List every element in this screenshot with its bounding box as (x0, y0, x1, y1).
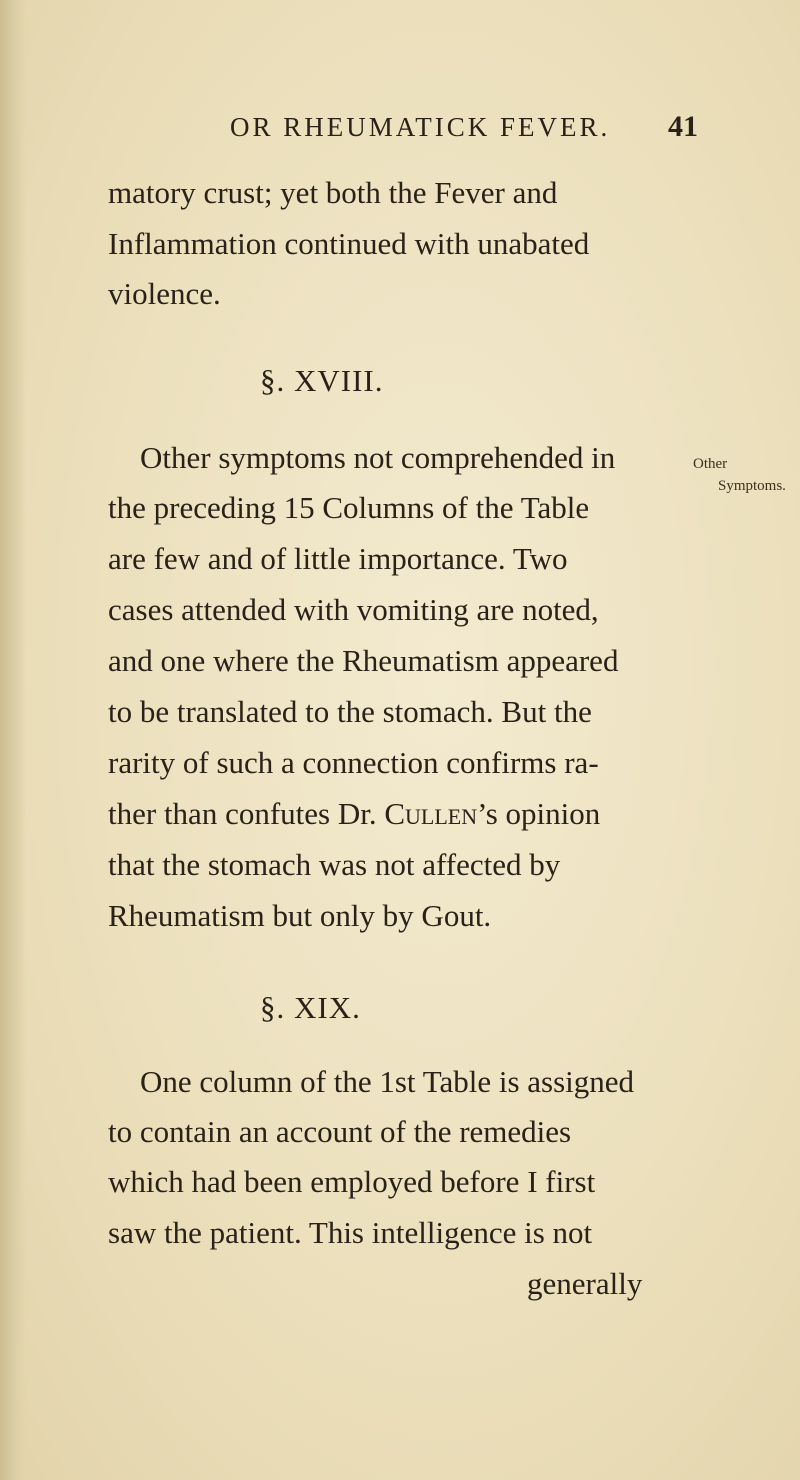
text-line: matory crust; yet both the Fever and (108, 175, 558, 210)
text-line: Other symptoms not comprehended in (140, 440, 616, 475)
author-name: Cullen (384, 796, 478, 831)
text-line: are few and of little importance. Two (108, 541, 568, 576)
running-head: OR RHEUMATICK FEVER. (230, 112, 611, 142)
text-line: that the stomach was not affected by (108, 847, 561, 882)
text-line: rarity of such a connection confirms ra- (108, 745, 599, 780)
text-line: and one where the Rheumatism appeared (108, 643, 619, 678)
page-gutter-shadow (0, 0, 26, 1480)
margin-note-line1: Other (693, 456, 728, 472)
margin-note-line2: Symptoms. (718, 478, 786, 494)
text-line: to be translated to the stomach. But the (108, 694, 592, 729)
text-line: Inflammation continued with unabated (108, 226, 590, 261)
section-heading-xviii: §. XVIII. (260, 363, 384, 398)
text-fragment: ’s opinion (477, 796, 601, 831)
text-line: Rheumatism but only by Gout. (108, 898, 492, 933)
section-heading-xix: §. XIX. (260, 990, 361, 1025)
page-header (0, 112, 800, 152)
text-line: One column of the 1st Table is assigned (140, 1064, 635, 1099)
text-line: the preceding 15 Columns of the Table (108, 490, 590, 525)
text-line: to contain an account of the remedies (108, 1114, 572, 1149)
text-line: cases attended with vomiting are noted, (108, 592, 599, 627)
text-line: which had been employed before I first (108, 1164, 596, 1199)
text-line: saw the patient. This intelligence is not (108, 1215, 593, 1250)
text-line-cullen (108, 796, 600, 832)
text-line: violence. (108, 276, 221, 311)
catchword: generally (527, 1266, 643, 1301)
text-fragment: ther than confutes Dr. (108, 796, 385, 831)
page-number: 41 (668, 110, 698, 143)
